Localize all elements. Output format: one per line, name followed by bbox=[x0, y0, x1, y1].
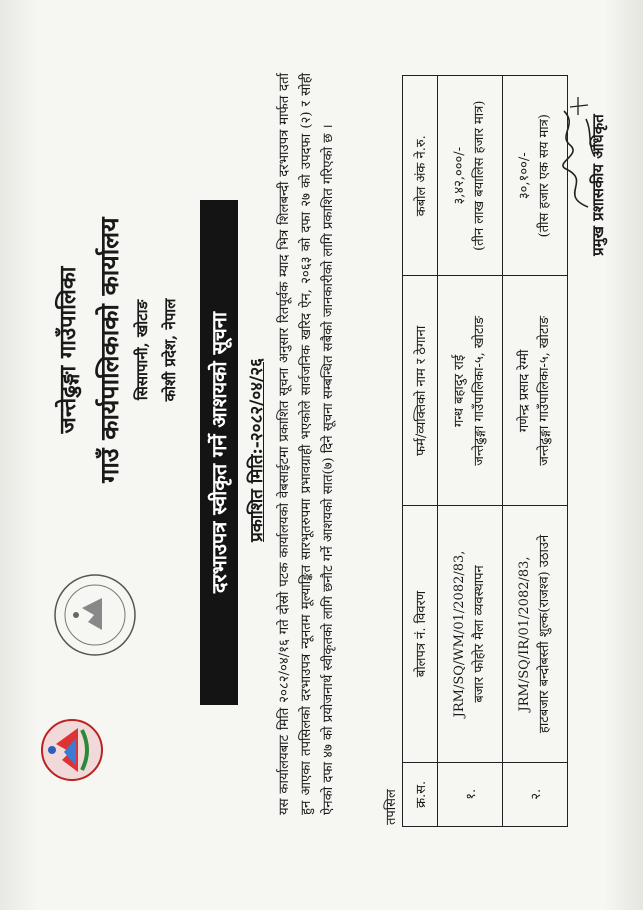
bid-number: JRM/SQ/IR/01/2082/83, bbox=[517, 556, 532, 712]
amount-figure: ३,४२,०००/- bbox=[452, 146, 467, 205]
cell-firm bbox=[438, 276, 503, 506]
cell-firm bbox=[503, 276, 568, 506]
column-header-sn: क्र.स. bbox=[403, 762, 438, 826]
cell-amount bbox=[438, 76, 503, 276]
column-header-amount: कबोल अंक ने.रु. bbox=[403, 76, 438, 276]
municipality-name: जन्तेढुङ्गा गाउँपालिका bbox=[55, 266, 81, 434]
amount-words: (तीन लाख बयालिस हजार मात्र) bbox=[472, 100, 487, 251]
firm-name: गणेन्द्र प्रसाद रेग्मी bbox=[517, 349, 532, 433]
published-date: प्रकाशित मिति:-२०८२/०४/२६ bbox=[247, 358, 267, 542]
cell-bid bbox=[503, 506, 568, 762]
column-header-bid: बोलपत्र नं. विवरण bbox=[403, 506, 438, 762]
table-label: तपसिल bbox=[384, 789, 399, 825]
notice-body: यस कार्यालयबाट मिति २०८२/०४/१६ गते दोस्रो पटक कार्यालयको वेबसाईटमा प्रकाशित सूचना अनुसार रितपूर्वक म्याद भित्र शिलबन्दी दरभाउपत्र मार्फत दर्ता हुन आएका तपसिलको दरभाउपत्र न्यूनतम मूल्याङ्कित सारभूतरुपमा प्रभावग्राही भएकोले सार्वजनिक खरिद ऐन, २०६३ को दफा २७ को उपदफा (२) र सोही ऐनको दफा ४७ को प्रयोजनार्थ स्वीकृतको लागि छनौट गर्ने आशयको सात(७) दिने सूचना सम्बन्धित सबैको जानकारीको लागि प्रकाशित गरिएको छ । bbox=[277, 73, 336, 815]
cell-sn: २. bbox=[503, 762, 568, 826]
table-row bbox=[438, 76, 503, 827]
nepal-emblem-logo bbox=[40, 718, 104, 782]
bid-number: JRM/SQ/WM/01/2082/83, bbox=[452, 550, 467, 718]
bid-table bbox=[402, 75, 568, 827]
column-header-firm: फर्म/व्यक्तिको नाम र ठेगाना bbox=[403, 276, 438, 506]
table-header-row bbox=[403, 76, 438, 827]
amount-figure: ३०,१००/- bbox=[517, 152, 532, 200]
firm-address: जन्तेढुङ्गा गाउँपालिका-५, खोटाङ bbox=[472, 315, 487, 466]
office-location: सिसापानी, खोटाङ bbox=[133, 299, 151, 401]
notice-title-banner: दरभाउपत्र स्वीकृत गर्ने आशयको सूचना bbox=[200, 200, 238, 705]
cell-sn: १. bbox=[438, 762, 503, 826]
firm-name: गन्ध बहादुर राई bbox=[452, 354, 467, 427]
cell-bid bbox=[438, 506, 503, 762]
amount-words: (तीस हजार एक सय मात्र) bbox=[537, 114, 552, 238]
province-name: कोशी प्रदेश, नेपाल bbox=[161, 298, 179, 402]
office-name: गाउँ कार्यपालिकाको कार्यालय bbox=[95, 217, 124, 483]
bid-description: हाटबजार बन्दोबस्ती शुल्क(राजश्व) उठाउने bbox=[537, 534, 552, 734]
bid-description: बजार फोहोर मैला व्यवस्थापन bbox=[472, 565, 487, 703]
firm-address: जन्तेढुङ्गा गाउँपालिका-५, खोटाङ bbox=[537, 315, 552, 466]
signatory-title: प्रमुख प्रशासकीय अधिकृत bbox=[589, 114, 607, 256]
